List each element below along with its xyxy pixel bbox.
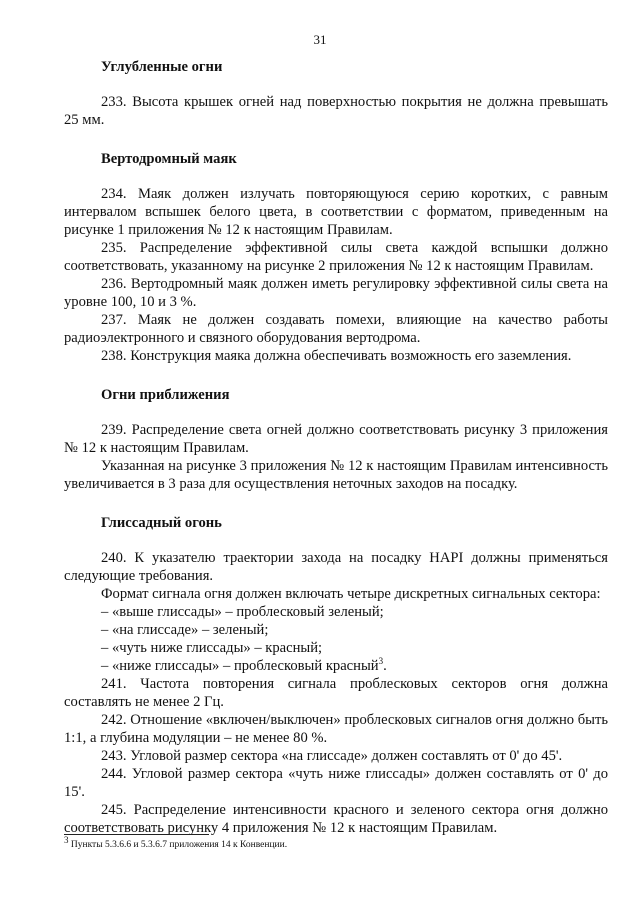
paragraph-236: 236. Вертодромный маяк должен иметь регулировку эффективной силы света на уровне 100, 10 и 3 %. [64, 276, 608, 310]
footnote-marker: 3 [64, 834, 69, 845]
paragraph-245: 245. Распределение интенсивности красного и зеленого сектора огня должно соответствовать рисунку 4 приложения № 12 к настоящим Правилам. [64, 802, 608, 836]
paragraph-237: 237. Маяк не должен создавать помехи, влияющие на качество работы радиоэлектронного и связного оборудования вертодрома. [64, 312, 608, 346]
list-item-end: . [383, 658, 387, 674]
footnote-reference: 3 [378, 656, 384, 667]
list-item: – «на глиссаде» – зеленый; [101, 622, 269, 638]
list-item: – «чуть ниже глиссады» – красный; [101, 640, 323, 656]
footnote-text: Пункты 5.3.6.6 и 5.3.6.7 приложения 14 к Конвенции. [68, 840, 288, 850]
paragraph-235: 235. Распределение эффективной силы света каждой вспышки должно соответствовать, указанному на рисунке 2 приложения № 12 к настоящим Правилам. [64, 240, 608, 274]
section-heading-glide-slope-light: Глиссадный огонь [101, 515, 222, 531]
paragraph-238: 238. Конструкция маяка должна обеспечивать возможность его заземления. [101, 348, 572, 364]
paragraph-239: 239. Распределение света огней должно соответствовать рисунку 3 приложения № 12 к настоящим Правилам. [64, 422, 608, 456]
list-item: – «выше глиссады» – проблесковый зеленый; [101, 604, 384, 620]
section-heading-recessed-lights: Углубленные огни [101, 59, 223, 75]
footnote [64, 834, 608, 851]
paragraph-244: 244. Угловой размер сектора «чуть ниже глиссады» должен составлять от 0' до 15'. [64, 766, 608, 800]
footnote-divider [64, 834, 209, 835]
paragraph-240-format: Формат сигнала огня должен включать четыре дискретных сигнальных сектора: [101, 586, 601, 602]
paragraph-242: 242. Отношение «включен/выключен» проблесковых сигналов огня должно быть 1:1, а глубина модуляции – не менее 80 %. [64, 712, 608, 746]
paragraph-234: 234. Маяк должен излучать повторяющуюся серию коротких, с равным интервалом вспышек белого цвета, в соответствии с форматом, приведенным на рисунке 1 приложения № 12 к настоящим Правилам. [64, 186, 608, 238]
paragraph-243: 243. Угловой размер сектора «на глиссаде» должен составлять от 0' до 45'. [101, 748, 563, 764]
section-heading-heliport-beacon: Вертодромный маяк [101, 151, 237, 167]
page-number: 31 [313, 32, 327, 47]
list-item [64, 657, 608, 675]
document-body [64, 58, 608, 837]
paragraph-239-continuation: Указанная на рисунке 3 приложения № 12 к настоящим Правилам интенсивность увеличивается в 3 раза для осуществления неточных заходов на посадку. [64, 458, 608, 492]
list-item-text: – «ниже глиссады» – проблесковый красный [101, 658, 379, 674]
paragraph-240: 240. К указателю траектории захода на посадку HAPI должны применяться следующие требования. [64, 550, 608, 584]
paragraph-233: 233. Высота крышек огней над поверхностью покрытия не должна превышать 25 мм. [64, 94, 608, 128]
paragraph-241: 241. Частота повторения сигнала проблесковых секторов огня должна составлять не менее 2 Гц. [64, 676, 608, 710]
section-heading-approach-lights: Огни приближения [101, 387, 230, 403]
